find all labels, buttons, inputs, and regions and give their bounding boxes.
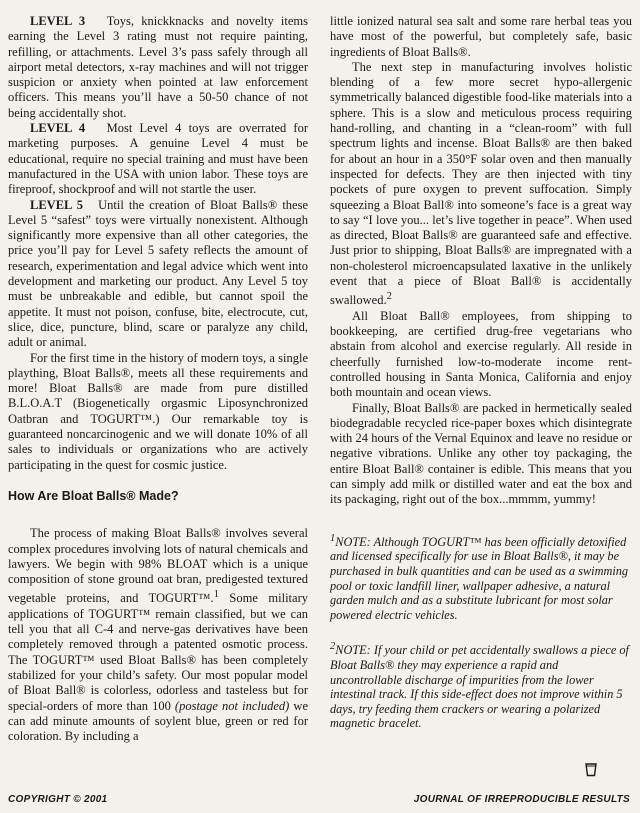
footnote-1-marker: 1 xyxy=(330,532,336,544)
left-column xyxy=(8,14,308,745)
level3-label: LEVEL 3 xyxy=(30,14,86,28)
postage-note: (postage not included) xyxy=(174,698,290,713)
process-text-b: Some military applications of TOGURT™ remain classified, but we can tell you that all C-4 and nerve-gas derivatives have been completely removed through a patented osmotic process. The TOGURT™ used Bloat Balls® has been completely stabilized for your child’s safety. Our most popular model of Bloat Ball® is colorless, odorless and tasteless but for special-orders of more than 100 xyxy=(8,591,308,713)
first-time-paragraph: For the first time in the history of modern toys, a single plaything, Bloat Balls®, meets all these requirements and more! Bloat Balls® are made from pure distilled B.L.O.A.T (Biogenetically orgasmic Liposynchronized Oatbran and TOGURT™.) Our remarkable toy is guaranteed noncarcinogenic and we will donate 10% of all sales to individuals or organizations who are actively participating in the quest for cosmic justice. xyxy=(8,350,308,472)
right-column xyxy=(330,14,632,731)
footnote-1-text: NOTE: Although TOGURT™ has been officially detoxified and licensed specifically for use in Bloat Balls®, it may be purchased in bulk quantities and can be used as a swimming pool or toxic landfill liner, wallpaper adhesive, a natural garden mulch and as a substitute lubricant for most solar powered electric vehicles. xyxy=(330,534,629,622)
level3-paragraph xyxy=(8,14,308,121)
section-heading: How Are Bloat Balls® Made? xyxy=(8,488,179,503)
continued-paragraph: little ionized natural sea salt and some rare herbal teas you have most of the powerful, but completely safe, basic ingredients of Bloat Balls®. xyxy=(330,14,632,59)
next-step-paragraph xyxy=(330,60,632,309)
level5-text: Until the creation of Bloat Balls® these Level 5 “safest” toys were virtually nonexistent. Although significantly more expensive than all other categories, the price you’ll pay for Level 5 safety reflects the amount of research, experimentation and legal advice which went into development and marketing our product. Any Level 5 toy must be unbreakable and edible, but cannot spoil the appetite. It must not poison, confuse, bite, electrocute, cut, slice, dice, puncture, blind, scare or paralyze any child, adult or animal. xyxy=(8,197,308,350)
level3-text: Toys, knickknacks and novelty items earning the Level 3 rating must not require painting, refilling, or attachments. Level 3’s pass safely through all airport metal detectors, x-ray machines and will not trigger suspicion or anxiety when pointed at law enforcement officers. This means you’ll have a 50-50 chance of not being accidentally shot. xyxy=(8,14,309,120)
end-of-article-cup-icon xyxy=(585,763,597,777)
footnote-2 xyxy=(330,640,632,731)
level5-paragraph xyxy=(8,198,308,351)
level4-paragraph xyxy=(8,121,308,197)
footnote-1 xyxy=(330,532,632,623)
footnote-ref-1: 1 xyxy=(213,589,219,601)
level5-label: LEVEL 5 xyxy=(30,197,83,212)
level4-label: LEVEL 4 xyxy=(30,121,86,136)
finally-paragraph: Finally, Bloat Balls® are packed in hermetically sealed biodegradable recycled rice-paper boxes which disintegrate with 24 hours of the Vernal Equinox and leave no residue or negative vibrations. Unlike any other toy packaging, the entire Bloat Ball® container is edible. This means that you can simply add milk or distilled water and eat the box and its packaging, right out of the box...mmmm, yummy! xyxy=(330,400,632,507)
journal-footer: JOURNAL OF IRREPRODUCIBLE RESULTS xyxy=(413,794,630,805)
level4-text: Most Level 4 toys are overrated for marketing purposes. A genuine Level 4 must be educational, require no special training and must have been manufactured in the USA with union labor. These toys are fireproof, shockproof and will not startle the user. xyxy=(8,121,309,197)
process-paragraph xyxy=(8,526,308,744)
next-step-text: The next step in manufacturing involves holistic blending of a few more secret hypo-allergenic symmetrically balanced digestible food-like materials into a sphere. This is a slow and meticulous process requiring hand-rolling, and chanting in a “clean-room” with full spectrum lights and incense. Bloat Balls® are then baked for about an hour in a 350°F solar oven and then manually inspected for defects. They are then injected with tiny pockets of pure oxygen to prevent suffocation. Simply squeezing a Bloat Ball® into someone’s face is a great way to say “I love you... let’s live together in peace”. When used as directed, Bloat Balls® are guaranteed safe and effective. Just prior to shipping, Bloat Balls® are impregnated with a non-cholesterol microencapsulated laxative in the unlikely event that a piece of Bloat Ball® is accidentally swallowed. xyxy=(330,59,632,308)
employees-paragraph: All Bloat Ball® employees, from shipping to bookkeeping, are certified drug-free vegetarians who abstain from alcohol and exercise regularly. All reside in cheerfully furnished low-to-moderate income rent-controlled housing in Santa Monica, California and enjoy both mountain and ocean views. xyxy=(330,308,632,400)
process-text-a: The process of making Bloat Balls® involves several complex procedures involving lots of natural chemicals and lawyers. We begin with 98% BLOAT which is a unique composition of stone ground oat bran, predigested textured vegetable proteins, and TOGURT™. xyxy=(8,526,308,606)
footnote-2-text: NOTE: If your child or pet accidentally swallows a piece of Bloat Balls® they may experience a rapid and uncontrollable discharge of impurities from the lower intestinal track. If this side-effect does not improve within 5 days, try feeding them crackers or wearing a polarized magnetic bracelet. xyxy=(330,643,629,731)
footnote-ref-2: 2 xyxy=(386,291,392,303)
footnote-2-marker: 2 xyxy=(330,641,336,653)
process-text-c: we can add minute amounts of soylent blue, green or red for coloration. By including a xyxy=(8,698,308,744)
copyright-footer: COPYRIGHT © 2001 xyxy=(8,794,108,805)
